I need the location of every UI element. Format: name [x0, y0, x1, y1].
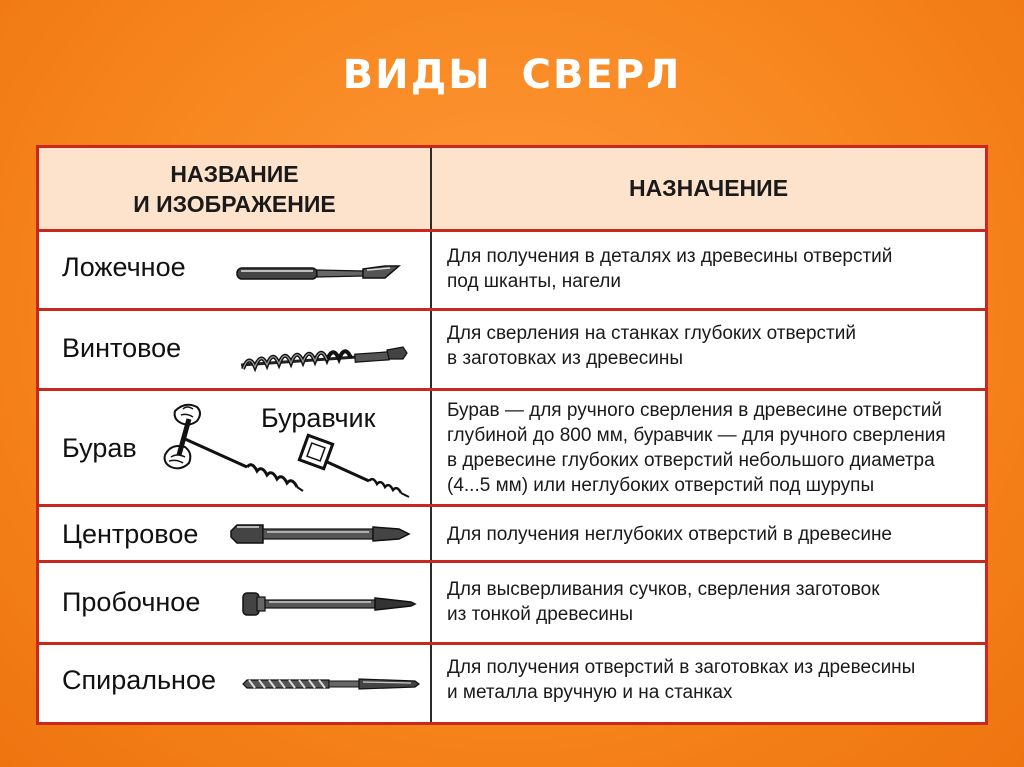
table-row	[39, 391, 985, 507]
table-row	[39, 232, 985, 311]
purpose-line: в заготовках из древесины	[447, 348, 684, 369]
column-divider	[430, 563, 432, 642]
purpose-text	[447, 655, 975, 705]
column-divider	[430, 232, 432, 308]
center-bit-icon	[229, 517, 414, 551]
purpose-text	[447, 398, 975, 498]
drill-name: Пробочное	[62, 587, 201, 617]
header-name-image	[39, 148, 430, 229]
purpose-line: Для получения в деталях из древесины отверстий	[447, 246, 893, 267]
column-divider	[430, 645, 432, 722]
purpose-text	[447, 321, 975, 371]
column-divider	[430, 311, 432, 388]
drill-name: Винтовое	[62, 333, 182, 363]
purpose-line: Для высверливания сучков, сверления заготовок	[447, 579, 880, 600]
purpose-text	[447, 577, 975, 627]
table-row	[39, 507, 985, 563]
sub-drill-name: Буравчик	[261, 403, 376, 433]
purpose-line: Для сверления на станках глубоких отверстий	[447, 323, 856, 344]
table-row	[39, 645, 985, 722]
auger-screw-drill-icon	[237, 339, 412, 379]
column-divider	[430, 391, 432, 504]
drill-name: Бурав	[62, 433, 137, 463]
purpose-line: под шканты, нагели	[447, 271, 621, 292]
table-row	[39, 563, 985, 645]
header-purpose: НАЗНАЧЕНИЕ	[628, 175, 789, 201]
table-header	[39, 148, 985, 232]
drill-name: Центровое	[62, 519, 199, 549]
purpose-line: в древесине глубоких отверстий небольшого диаметра	[447, 450, 935, 471]
purpose-line: и металла вручную и на станках	[447, 682, 733, 703]
purpose-line: (4...5 мм) или неглубоких отверстий под шурупы	[447, 475, 875, 496]
purpose-line: из тонкой древесины	[447, 604, 634, 625]
column-divider	[430, 507, 432, 560]
page-title: ВИДЫ СВЕРЛ	[342, 52, 682, 98]
drill-name: Спиральное	[62, 665, 216, 695]
table-row	[39, 311, 985, 391]
twist-drill-icon	[239, 671, 424, 697]
drill-types-table	[36, 145, 988, 725]
plug-cutter-icon	[239, 587, 419, 621]
purpose-text	[447, 522, 975, 547]
drill-name: Ложечное	[62, 252, 186, 282]
purpose-line: Для получения неглубоких отверстий в древесине	[447, 524, 892, 545]
purpose-text	[447, 244, 975, 294]
spoon-drill-icon	[235, 254, 405, 290]
header-name-line1: НАЗВАНИЕ	[170, 160, 299, 187]
purpose-line: Для получения отверстий в заготовках из древесины	[447, 657, 916, 678]
header-name-line2: И ИЗОБРАЖЕНИЕ	[133, 190, 336, 217]
purpose-line: глубиной до 800 мм, буравчик — для ручного сверления	[447, 425, 946, 446]
purpose-line: Бурав — для ручного сверления в древесине отверстий	[447, 400, 943, 421]
gimlet-icon	[297, 431, 417, 503]
